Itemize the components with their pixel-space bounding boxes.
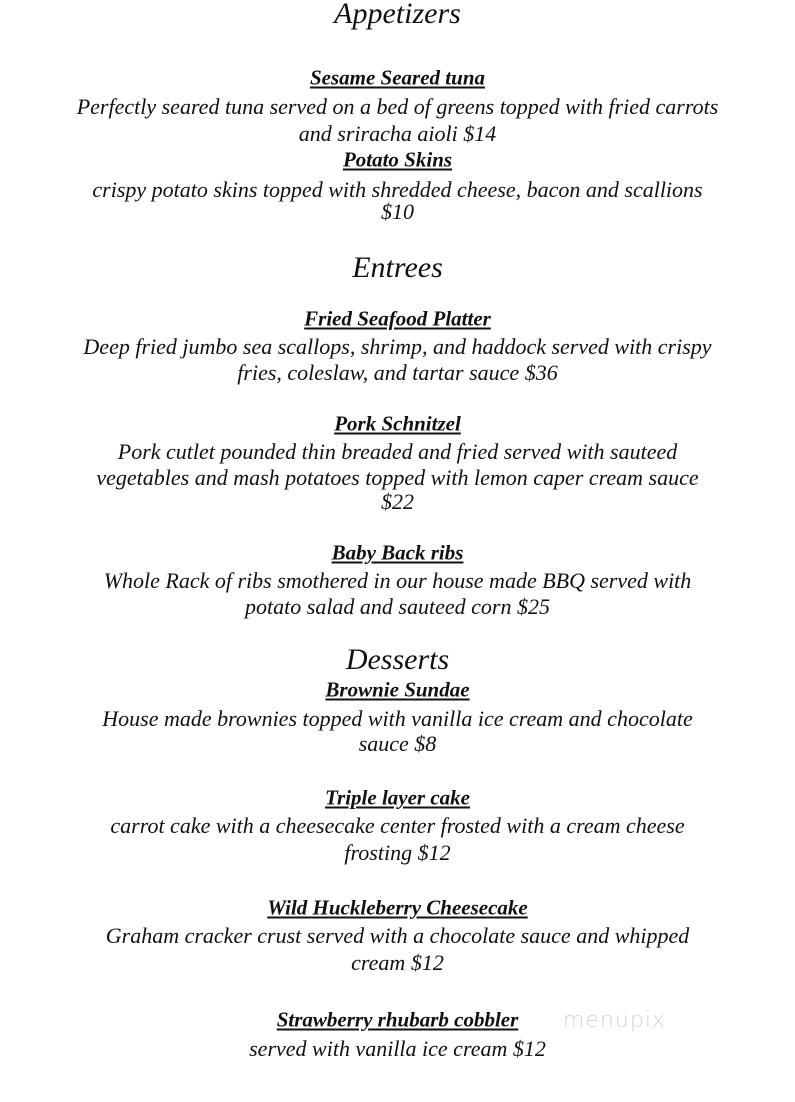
menu-item-name: Triple layer cake xyxy=(324,785,470,810)
menu-item-description: carrot cake with a cheesecake center frosted with a cream cheese xyxy=(110,813,685,838)
menu-item-description: Perfectly seared tuna served on a bed of greens topped with fried carrots xyxy=(76,94,719,119)
menu-item-description: cream $12 xyxy=(351,950,444,975)
menu-item-description: House made brownies topped with vanilla ice cream and chocolate xyxy=(102,706,693,731)
menu-item-description: potato salad and sauteed corn $25 xyxy=(245,594,550,619)
menu-item-description: frosting $12 xyxy=(344,840,451,865)
menu-item-name: Fried Seafood Platter xyxy=(304,306,491,331)
section-title: Entrees xyxy=(352,251,443,284)
menu-item-description: vegetables and mash potatoes topped with lemon caper cream sauce xyxy=(96,465,699,490)
menu-item-description: and sriracha aioli $14 xyxy=(298,121,497,146)
menu-item-name: Sesame Seared tuna xyxy=(309,65,485,90)
menu-item-name: Strawberry rhubarb cobbler xyxy=(276,1007,519,1032)
menu-item-description: fries, coleslaw, and tartar sauce $36 xyxy=(237,360,558,385)
menu-item-description: $10 xyxy=(381,199,414,224)
menu-item-description: crispy potato skins topped with shredded cheese, bacon and scallions xyxy=(92,177,703,202)
menu-item-description: Graham cracker crust served with a chocolate sauce and whipped xyxy=(105,923,690,948)
menu-item-description: served with vanilla ice cream $12 xyxy=(249,1036,546,1061)
watermark: menupix xyxy=(563,1008,666,1033)
section-title: Appetizers xyxy=(334,0,461,30)
menu-item-name: Brownie Sundae xyxy=(325,677,470,702)
menu-item-description: Deep fried jumbo sea scallops, shrimp, and haddock served with crispy xyxy=(83,334,712,359)
menu-item-name: Pork Schnitzel xyxy=(334,411,461,436)
menu-item-description: Pork cutlet pounded thin breaded and fried served with sauteed xyxy=(117,439,678,464)
menu-item-description: Whole Rack of ribs smothered in our house made BBQ served with xyxy=(103,568,692,593)
menu-item-name: Potato Skins xyxy=(342,147,453,172)
menu-item-name: Baby Back ribs xyxy=(331,540,464,565)
menu-item-description: $22 xyxy=(381,489,414,514)
section-title: Desserts xyxy=(345,643,450,676)
menu-item-description: sauce $8 xyxy=(358,731,437,756)
menu-item-name: Wild Huckleberry Cheesecake xyxy=(267,895,528,920)
